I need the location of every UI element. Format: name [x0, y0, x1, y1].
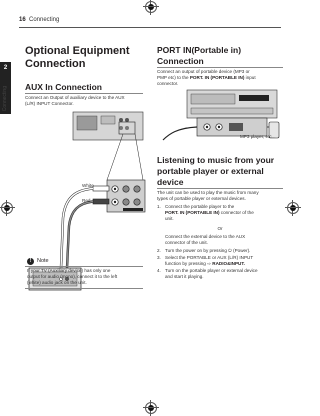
- power-icon: ⏻: [228, 248, 232, 253]
- listen-body-line-1: The unit can be used to play the music from many: [157, 190, 259, 195]
- running-header: Connecting: [29, 17, 60, 23]
- steps-list: [157, 204, 283, 279]
- header-rule: [19, 27, 281, 28]
- note-icon: !: [27, 258, 34, 265]
- registration-mark-right: [287, 202, 299, 214]
- step-1: [157, 204, 283, 222]
- aux-heading-rule: [25, 93, 143, 94]
- port-body-line-3: connector.: [157, 81, 179, 86]
- section-title-line-2: Connection: [25, 58, 86, 70]
- step-2-number: 2.: [157, 248, 161, 253]
- chapter-number: 2: [3, 65, 8, 71]
- step-4: [157, 268, 283, 280]
- step-1-line-2: PORT. IN (PORTABLE IN) connector of the: [165, 210, 254, 215]
- page-number: 16: [19, 17, 26, 23]
- aux-heading: AUX In Connection: [25, 82, 102, 92]
- port-heading-rule: [157, 67, 283, 68]
- note-bottom-rule: [25, 288, 143, 289]
- step-1-alt: [157, 234, 283, 246]
- step-1-alt-line-1: Connect the external device to the AUX: [165, 234, 246, 239]
- registration-mark-top: [145, 1, 157, 13]
- aux-body-line-1: Connect an Output of auxiliary device to the AUX: [25, 95, 125, 100]
- mp3-player-label: MP3 player, etc...: [240, 134, 276, 139]
- registration-mark-bottom: [145, 402, 157, 414]
- step-1-number: 1.: [157, 204, 161, 209]
- step-4-line-2: and start it playing.: [165, 274, 204, 279]
- port-body-line-1: Connect an output of portable device (MP3 or: [157, 69, 250, 74]
- port-heading-line-1: PORT IN(Portable in): [157, 45, 242, 55]
- step-2: [157, 248, 283, 254]
- chapter-tab-label: Connecting: [2, 86, 8, 112]
- section-title-line-1: Optional Equipment: [25, 45, 130, 57]
- step-2-line-1: Turn the power on by pressing ⏻ (Power).: [165, 248, 251, 253]
- port-heading-line-2: Connection: [157, 56, 204, 66]
- note-top-rule: [25, 266, 143, 267]
- input-icon: ⇨: [207, 261, 211, 266]
- listen-heading-rule: [157, 188, 283, 189]
- step-or: Or: [217, 226, 223, 231]
- step-3: [157, 255, 283, 267]
- step-3-line-2: function by pressing ⇨ RADIO&INPUT.: [165, 261, 245, 266]
- listen-body-line-2: types of portable player or external devices.: [157, 196, 246, 201]
- step-1-line-3: unit.: [165, 216, 174, 221]
- aux-jack-panel: [107, 180, 145, 212]
- listen-heading-line-2: portable player or external: [157, 166, 264, 176]
- cable-label-white: White: [82, 183, 94, 188]
- step-3-number: 3.: [157, 255, 161, 260]
- registration-mark-left: [1, 202, 13, 214]
- cable-label-red: Red: [82, 198, 91, 203]
- step-1-alt-line-2: connector of the unit.: [165, 240, 208, 245]
- note-label: Note: [37, 258, 49, 264]
- aux-body-line-2: (L/R) INPUT Connector.: [25, 101, 74, 106]
- step-4-number: 4.: [157, 268, 161, 273]
- step-4-line-1: Turn on the portable player or external device: [165, 268, 258, 273]
- note-line-3: (white) audio jack on the unit.: [27, 280, 87, 285]
- listen-heading-line-1: Listening to music from your: [157, 155, 275, 165]
- port-body-line-2: PMP etc) to the PORT. IN (PORTABLE IN) input: [157, 75, 256, 80]
- listen-heading-line-3: device: [157, 177, 184, 187]
- note-line-1: If your TV (Auxiliary device) has only one: [27, 268, 111, 273]
- step-3-line-1: Select the PORTABLE or AUX (L/R) INPUT: [165, 255, 254, 260]
- note-line-2: output for audio (mono), connect it to the left: [27, 274, 118, 279]
- step-1-line-1: Connect the portable player to the: [165, 204, 235, 209]
